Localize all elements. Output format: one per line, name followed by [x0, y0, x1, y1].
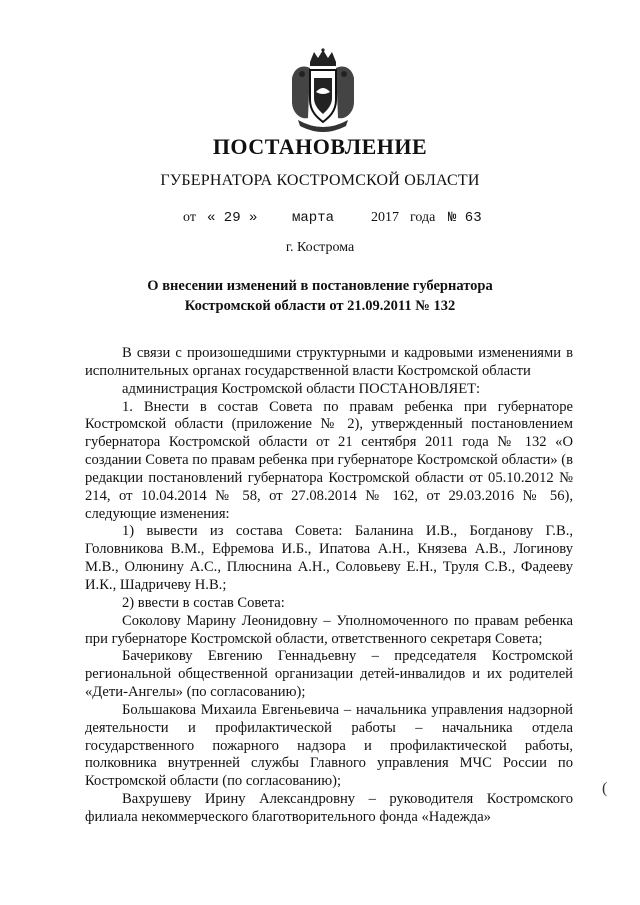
paragraph: 1) вывести из состава Совета: Баланина И.В., Богданову Г.В., Головникова В.М., Ефремова И.Б., Ипатова А.Н., Князева А.В., Логинову М.В., Олюнину А.С., Плюснина А.Н., Соловьеву Е.Н., Труля С.В., Фадееву И.К., Шадричеву Н.В.; — [85, 523, 573, 593]
date-year: 2017 — [371, 210, 399, 225]
margin-mark: ( — [602, 780, 608, 797]
paragraph: 1. Внести в состав Совета по правам ребенка при губернаторе Костромской области (приложение № 2), утвержденный постановлением губернатора Костромской области от 21 сентября 2011 года № 132 «О создании Совета по правам ребенка при губернаторе Костромской области» (в редакции постановлений губернатора Костромской области от 05.10.2012 № 214, от 10.04.2014 № 58, от 27.08.2014 № 162, от 29.03.2016 № 56), следующие изменения: — [85, 398, 573, 522]
date-prefix: от — [183, 210, 196, 225]
paragraph: Большакова Михаила Евгеньевича – начальника управления надзорной деятельности и профилактической работы – начальника отдела государственного пожарного надзора и профилактической работы, полковника внутренней службы Главного управления МЧС России по Костромской области (по согласованию); — [85, 701, 573, 790]
paragraph: администрация Костромской области ПОСТАНОВЛЯЕТ: — [122, 380, 481, 397]
paragraph: Бачерикову Евгению Геннадьевну – председателя Костромской региональной общественной организации детей-инвалидов и их родителей «Дети-Ангелы» (по согласованию); — [85, 648, 573, 701]
city-line: г. Кострома — [285, 240, 355, 255]
paragraph: В связи с произошедшими структурными и кадровыми изменениями в исполнительных органах государственной власти Костромской области — [85, 345, 573, 379]
paragraph: Соколову Марину Леонидовну – Уполномоченного по правам ребенка при губернаторе Костромской области, ответственного секретаря Совета; — [85, 612, 573, 647]
paragraph: Вахрушеву Ирину Александровну – руководителя Костромского филиала некоммерческого благотворительного фонда «Надежда» — [85, 791, 573, 825]
date-year-word: года — [410, 210, 436, 225]
date-day: « 29 » — [207, 210, 258, 226]
date-line — [0, 210, 640, 230]
document-heading — [0, 276, 640, 316]
document-number: № 63 — [448, 210, 482, 226]
coat-of-arms-emblem — [288, 48, 358, 132]
issuer-subtitle: ГУБЕРНАТОРА КОСТРОМСКОЙ ОБЛАСТИ — [160, 172, 480, 189]
document-title: ПОСТАНОВЛЕНИЕ — [212, 134, 428, 159]
heading-line: О внесении изменений в постановление губернатора — [147, 278, 493, 294]
heading-line: Костромской области от 21.09.2011 № 132 — [184, 298, 456, 314]
date-month: марта — [292, 210, 335, 226]
document-body — [85, 345, 573, 827]
paragraph: 2) ввести в состав Совета: — [122, 594, 285, 611]
